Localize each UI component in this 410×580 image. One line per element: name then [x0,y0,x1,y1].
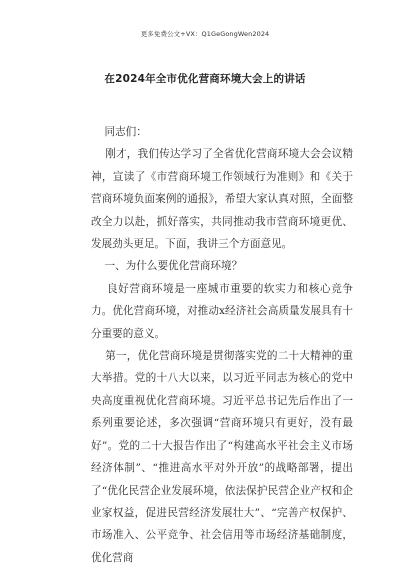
body-paragraph: 良好营商环境是一座城市重要的软实力和核心竞争力。优化营商环境，对推动x经济社会高质量发展具有十分重要的意义。 [91,282,353,340]
intro-paragraph: 刚才，我们传达学习了全省优化营商环境大会会议精神，宣读了《市营商环境工作领域行为准则》和《关于营商环境负面案例的通报》，希望大家认真对照，全面整改全力以赴，抓好落实，共同推动我市营商环境更优、发展劲头更足。下面，我讲三个方面意见。 [91,148,353,251]
document-body [91,121,353,569]
document-title: 在2024年全市优化营商环境大会上的讲话 [104,73,306,85]
header-note: 更多免费公文+VX：Q1GeGongWen2024 [140,30,270,38]
salutation-paragraph: 同志们： [91,126,147,138]
section-heading-1: 一、为什么要优化营商环境？ [91,260,243,273]
body-paragraph: 第一，优化营商环境是贯彻落实党的二十大精神的重大举措。党的十八大以来，以习近平同志为核心的党中央高度重视优化营商环境。习近平总书记先后作出了一系列重要论述，多次强调“营商环境只有更好，没有最好”。党的二十大报告作出了“构建高水平社会主义市场经济体制”、“推进高水平对外开放”的战略部署，提出了“优化民营企业发展环境，依法保护民营企业产权和企业家权益，促进民营经济发展壮大”、“完善产权保护、市场准入、公平竞争、社会信用等市场经济基础制度，优化营商 [91,350,353,564]
